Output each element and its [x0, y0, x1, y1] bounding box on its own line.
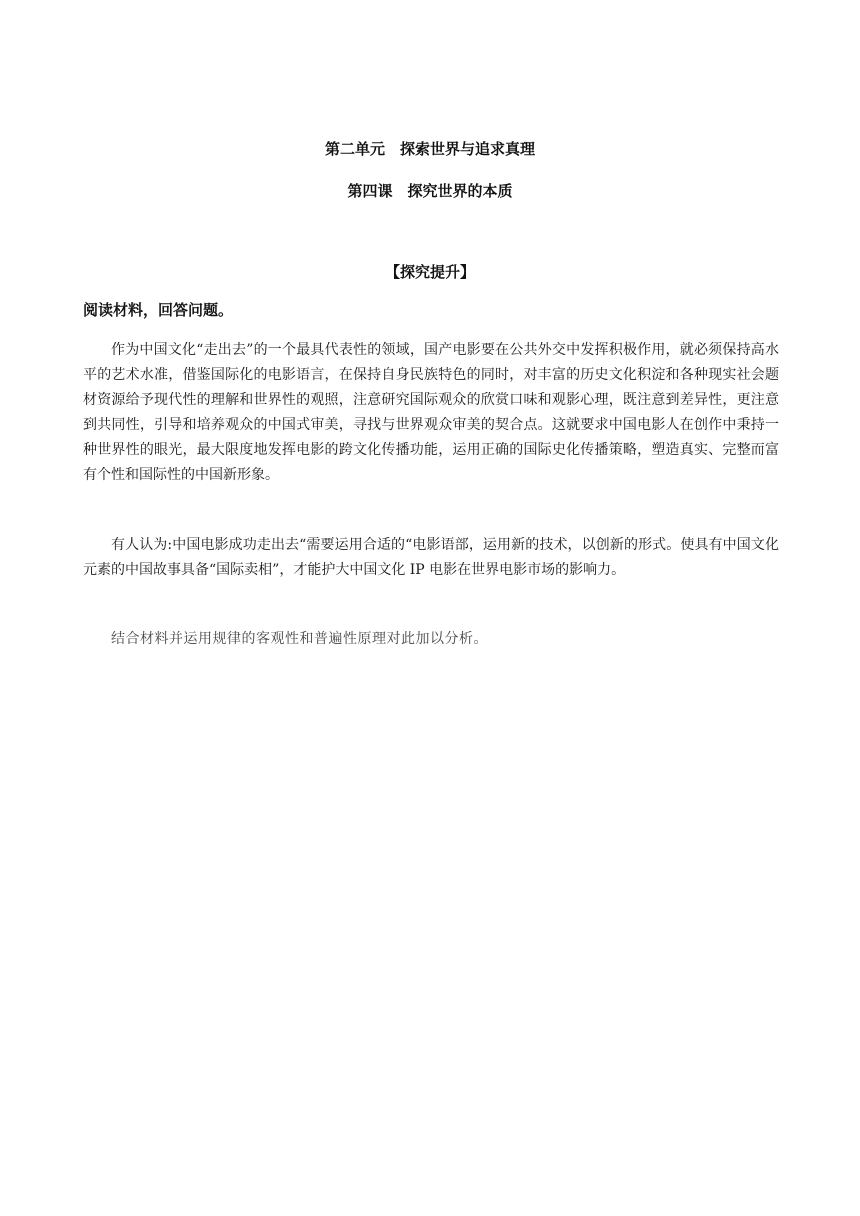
material-paragraph: 作为中国文化“走出去”的一个最具代表性的领域，国产电影要在公共外交中发挥积极作用，就必须保持高水平的艺术水准，借鉴国际化的电影语言，在保持自身民族特色的同时，对丰富的历史文化积淀和各种现实社会题材资源给予现代性的理解和世界性的观照，注意研究国际观众的欣赏口味和观影心理，既注意到差异性，更注意到共同性，引导和培养观众的中国式审美，寻找与世界观众审美的契合点。这就要求中国电影人在创作中秉持一种世界性的眼光，最大限度地发挥电影的跨文化传播功能，运用正确的国际史化传播策略，塑造真实、完整而富有个性和国际性的中国新形象。: [83, 342, 779, 483]
section-title: 【探究提升】: [384, 263, 475, 281]
unit-title: 第二单元 探索世界与追求真理: [324, 140, 535, 158]
question-prompt: 结合材料并运用规律的客观性和普遍性原理对此加以分析。: [111, 631, 488, 647]
viewpoint-paragraph: 有人认为:中国电影成功走出去“需要运用合适的“电影语部，运用新的技术，以创新的形式。使具有中国文化元素的中国故事具备“国际卖相”，才能护大中国文化 IP 电影在世界电影市场的影响力。: [83, 537, 779, 578]
lesson-title: 第四课 探究世界的本质: [347, 182, 513, 200]
question-instruction: 阅读材料，回答问题。: [83, 301, 234, 319]
